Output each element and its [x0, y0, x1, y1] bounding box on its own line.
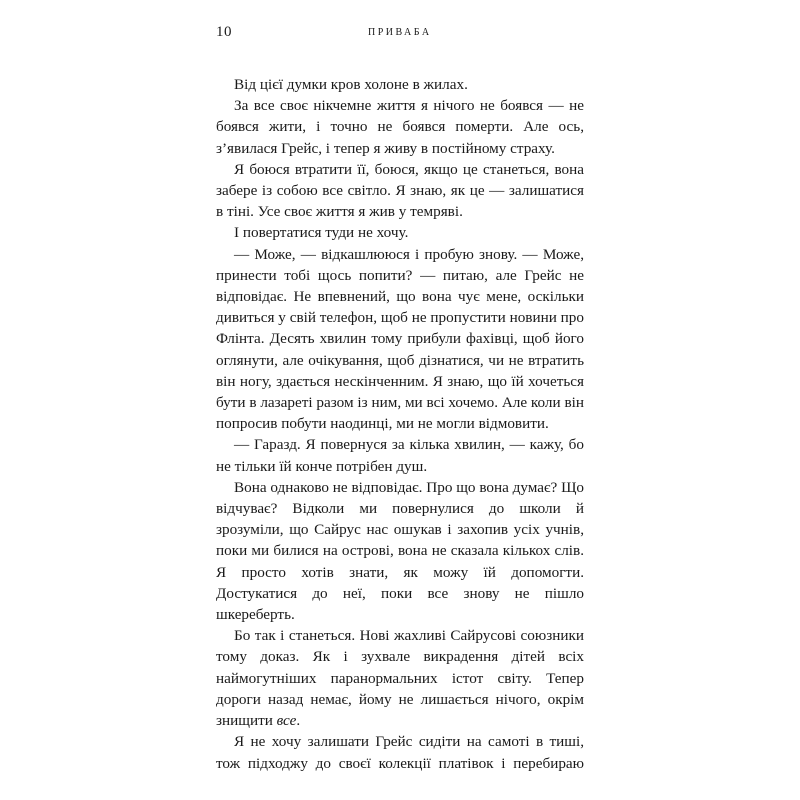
paragraph — [216, 625, 584, 731]
paragraph-punctuation: . — [296, 712, 301, 730]
running-head-title: приваба — [368, 24, 432, 39]
paragraph: Вона однаково не відповідає. Про що вона думає? Що відчуває? Відколи ми повернулися до школи й зрозуміли, що Сайрус нас ошукав і захопив усіх учнів, поки ми билися на острові, вона не сказала кількох слів. Я просто хотів знати, як можу їй допомогти. Достукатися до неї, поки все знову не пішло шкереберть. — [216, 478, 584, 624]
page-number: 10 — [216, 24, 232, 40]
paragraph: Я боюся втратити її, боюся, якщо це станеться, вона забере із собою все світло. Я знаю, як це — залишатися в тіні. Усе своє життя я жив у темряві. — [216, 160, 584, 221]
emphasized-word: все — [276, 712, 297, 730]
paragraph: І повертатися туди не хочу. — [234, 224, 409, 242]
paragraph: За все своє нікчемне життя я нічого не боявся — не боявся жити, і точно не боявся померти. Але ось, з’явилася Грейс, і тепер я живу в постійному страху. — [216, 97, 584, 157]
paragraph: Я не хочу залишати Грейс сидіти на самоті в тиші, тож підходжу до своєї колекції платівок і перебираю — [216, 733, 584, 772]
paragraph-text: Бо так і станеться. Нові жахливі Сайрусові союзники тому доказ. Як і зухвале викрадення дітей всіх наймогутніших паранормальних істот світу. Тепер дороги назад немає, йому не лишається нічого, окрім знищити — [216, 627, 584, 730]
paragraph: — Гаразд. Я повернуся за кілька хвилин, — кажу, бо не тільки їй конче потрібен душ. — [216, 436, 584, 475]
paragraph: Від цієї думки кров холоне в жилах. — [234, 76, 468, 93]
body-text — [216, 74, 584, 774]
paragraph: — Може, — відкашлююся і пробую знову. — Може, принести тобі щось попити? — питаю, але Грейс не відповідає. Не впевнений, що вона чує мене, оскільки дивиться у свій телефон, щоб не пропустити новини про Флінта. Десять хвилин тому прибули фахівці, щоб його оглянути, але очікування, щоб дізнатися, чи не втратить він ногу, здається нескінченним. Я знаю, що їй хочеться бути в лазареті разом із ним, ми всі хочемо. Але коли він попросив побути наодинці, ми не могли відмовити. — [216, 245, 584, 433]
